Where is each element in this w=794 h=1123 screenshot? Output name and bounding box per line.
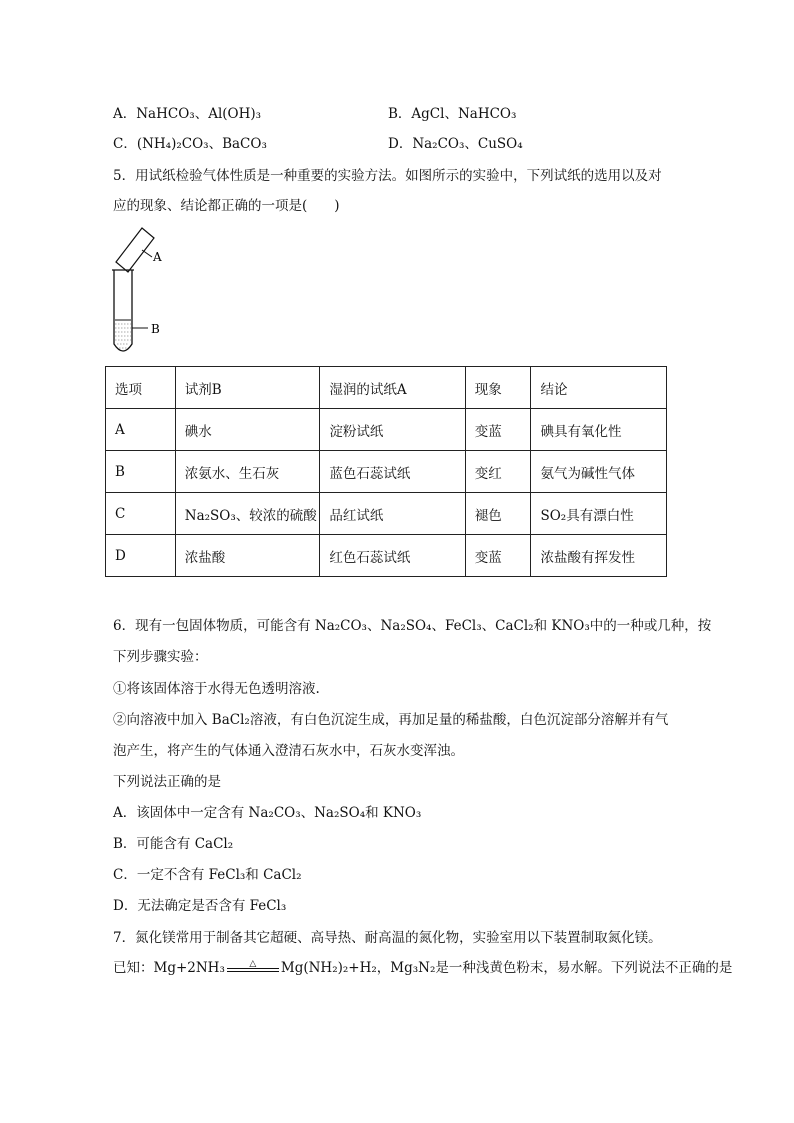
- q6-stem-line2: 下列步骤实验：: [113, 649, 208, 665]
- cell-reagent: 碘水: [175, 409, 320, 451]
- cell-phenomenon: 变蓝: [465, 409, 531, 451]
- q4-option-b: B．AgCl、NaHCO₃: [388, 106, 517, 122]
- header-phenomenon: 现象: [465, 367, 531, 409]
- table-header-row: [106, 367, 667, 409]
- cell-option: D: [106, 535, 176, 577]
- table-row: [106, 451, 667, 493]
- cell-reagent: Na₂SO₃、较浓的硫酸: [175, 493, 320, 535]
- table-row: [106, 493, 667, 535]
- q5-stem-line2: 应的现象、结论都正确的一项是( ): [113, 198, 340, 214]
- header-option: 选项: [106, 367, 176, 409]
- table-row: [106, 409, 667, 451]
- cell-paper: 淀粉试纸: [320, 409, 465, 451]
- header-paper-a: 湿润的试纸A: [320, 367, 465, 409]
- q7-stem-line1: 7．氮化镁常用于制备其它超硬、高导热、耐高温的氮化物，实验室用以下装置制取氮化镁。: [113, 930, 662, 946]
- cell-reagent: 浓盐酸: [175, 535, 320, 577]
- q6-option-d: D．无法确定是否含有 FeCl₃: [113, 898, 287, 914]
- test-tube-figure: [100, 226, 180, 360]
- cell-phenomenon: 变蓝: [465, 535, 531, 577]
- cell-paper: 红色石蕊试纸: [320, 535, 465, 577]
- q6-step2-line1: ②向溶液中加入 BaCl₂溶液，有白色沉淀生成，再加足量的稀盐酸，白色沉淀部分溶解并有气: [113, 712, 669, 728]
- cell-phenomenon: 变红: [465, 451, 531, 493]
- figure-label-a: A: [153, 250, 162, 264]
- q7-known-prefix: 已知：Mg+2NH₃: [113, 960, 225, 976]
- q7-known-line: [113, 958, 732, 978]
- header-conclusion: 结论: [531, 367, 667, 409]
- q4-option-c: C．(NH₄)₂CO₃、BaCO₃: [113, 136, 267, 152]
- cell-conclusion: 浓盐酸有挥发性: [531, 535, 667, 577]
- cell-paper: 品红试纸: [320, 493, 465, 535]
- reaction-condition-arrow: [225, 958, 281, 978]
- q6-option-a: A．该固体中一定含有 Na₂CO₃、Na₂SO₄和 KNO₃: [113, 805, 422, 821]
- q6-option-c: C．一定不含有 FeCl₃和 CaCl₂: [113, 867, 302, 883]
- q6-step1: ①将该固体溶于水得无色透明溶液.: [113, 681, 320, 697]
- header-reagent-b: 试剂B: [175, 367, 320, 409]
- heat-symbol: △: [249, 959, 257, 969]
- cell-phenomenon: 褪色: [465, 493, 531, 535]
- cell-conclusion: 氨气为碱性气体: [531, 451, 667, 493]
- q7-known-suffix: Mg(NH₂)₂+H₂，Mg₃N₂是一种浅黄色粉末，易水解。下列说法不正确的是: [280, 960, 733, 976]
- cell-reagent: 浓氨水、生石灰: [175, 451, 320, 493]
- liquid-b: [115, 320, 131, 348]
- figure-label-b: B: [151, 322, 160, 336]
- q6-prompt: 下列说法正确的是: [113, 774, 221, 790]
- cell-option: C: [106, 493, 176, 535]
- test-paper-a: [116, 228, 154, 272]
- q6-step2-line2: 泡产生，将产生的气体通入澄清石灰水中，石灰水变浑浊。: [113, 743, 464, 759]
- cell-option: A: [106, 409, 176, 451]
- cell-paper: 蓝色石蕊试纸: [320, 451, 465, 493]
- cell-conclusion: SO₂具有漂白性: [531, 493, 667, 535]
- test-tube: [114, 270, 132, 351]
- table-row: [106, 535, 667, 577]
- q4-option-d: D．Na₂CO₃、CuSO₄: [388, 136, 523, 152]
- cell-option: B: [106, 451, 176, 493]
- q5-table: [105, 366, 667, 577]
- q4-option-a: A．NaHCO₃、Al(OH)₃: [113, 106, 262, 122]
- cell-conclusion: 碘具有氧化性: [531, 409, 667, 451]
- q5-stem-line1: 5．用试纸检验气体性质是一种重要的实验方法。如图所示的实验中，下列试纸的选用以及对: [113, 168, 662, 184]
- q6-stem-line1: 6．现有一包固体物质，可能含有 Na₂CO₃、Na₂SO₄、FeCl₃、CaCl₂和 KNO₃中的一种或几种，按: [113, 618, 712, 634]
- q6-option-b: B．可能含有 CaCl₂: [113, 836, 234, 852]
